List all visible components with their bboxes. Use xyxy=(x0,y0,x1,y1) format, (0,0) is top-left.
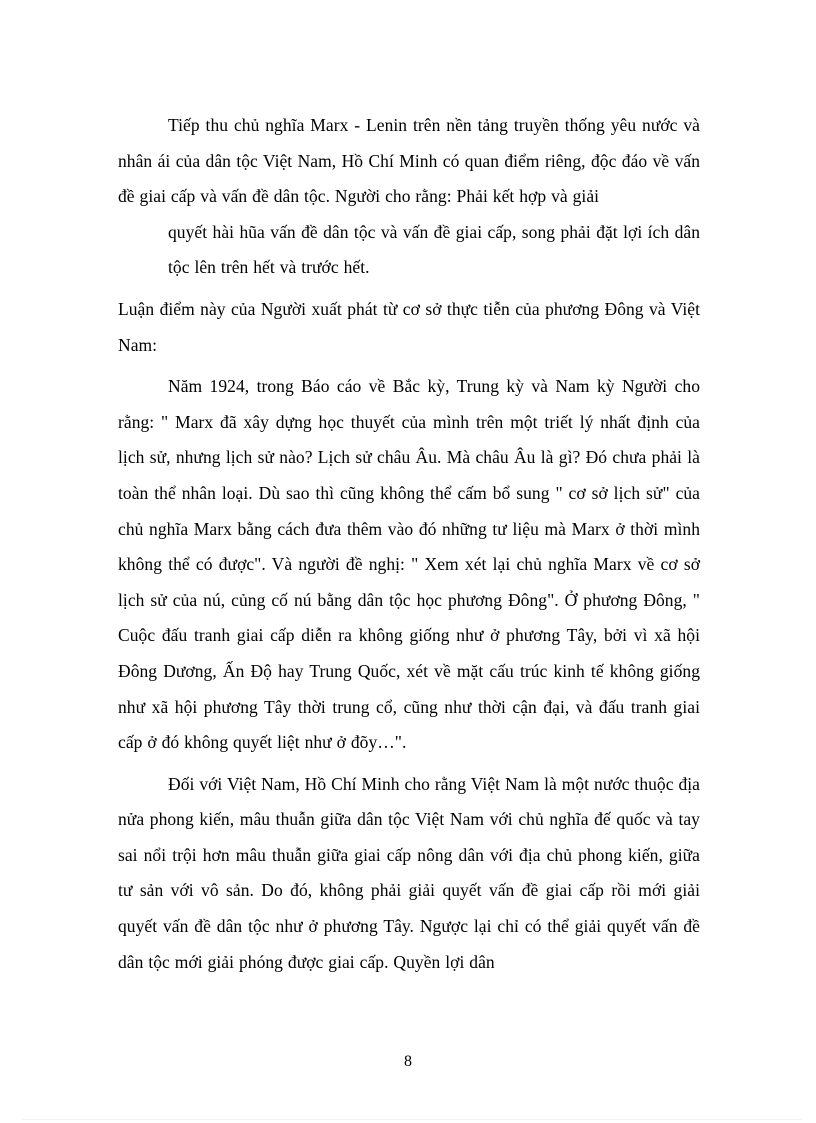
paragraph-5: Đối với Việt Nam, Hồ Chí Minh cho rằng Việt Nam là một nước thuộc địa nửa phong kiến, mâu thuẫn giữa dân tộc Việt Nam với chủ nghĩa đế quốc và tay sai nổi trội hơn mâu thuẫn giữa giai cấp nông dân với địa chủ phong kiến, giữa tư sản với vô sản. Do đó, không phải giải quyết vấn đề giai cấp rồi mới giải quyết vấn đề dân tộc như ở phương Tây. Ngược lại chỉ có thể giải quyết vấn đề dân tộc mới giải phóng được giai cấp. Quyền lợi dân xyxy=(118,773,700,972)
paragraph-2: quyết hài hũa vấn đề dân tộc và vấn đề giai cấp, song phải đặt lợi ích dân tộc lên trên hết và trước hết. xyxy=(168,221,700,278)
document-body xyxy=(118,108,700,980)
paragraph-4: Năm 1924, trong Báo cáo về Bắc kỳ, Trung kỳ và Nam kỳ Người cho rằng: " Marx đã xây dựng học thuyết của mình trên một triết lý nhất định của lịch sử, nhưng lịch sử nào? Lịch sử châu Âu. Mà châu Âu là gì? Đó chưa phải là toàn thể nhân loại. Dù sao thì cũng không thể cấm bổ sung " cơ sở lịch sử" của chủ nghĩa Marx bằng cách đưa thêm vào đó những tư liệu mà Marx ở thời mình không thể có được". Và người đề nghị: " Xem xét lại chủ nghĩa Marx về cơ sở lịch sử của nú, củng cố nú bằng dân tộc học phương Đông". Ở phương Đông, " Cuộc đấu tranh giai cấp diễn ra không giống như ở phương Tây, bởi vì xã hội Đông Dương, Ấn Độ hay Trung Quốc, xét về mặt cấu trúc kinh tế không giống như xã hội phương Tây thời trung cổ, cũng như thời cận đại, và đấu tranh giai cấp ở đó không quyết liệt như ở đõy…". xyxy=(118,376,700,753)
page-number: 8 xyxy=(404,1053,412,1070)
page-bottom-edge xyxy=(22,1119,802,1120)
paragraph-1: Tiếp thu chủ nghĩa Marx - Lenin trên nền tảng truyền thống yêu nước và nhân ái của dân tộc Việt Nam, Hồ Chí Minh có quan điểm riêng, độc đáo về vấn đề giai cấp và vấn đề dân tộc. Người cho rằng: Phải kết hợp và giải xyxy=(118,115,700,207)
paragraph-3: Luận điểm này của Người xuất phát từ cơ sở thực tiễn của phương Đông và Việt Nam: xyxy=(118,298,700,355)
